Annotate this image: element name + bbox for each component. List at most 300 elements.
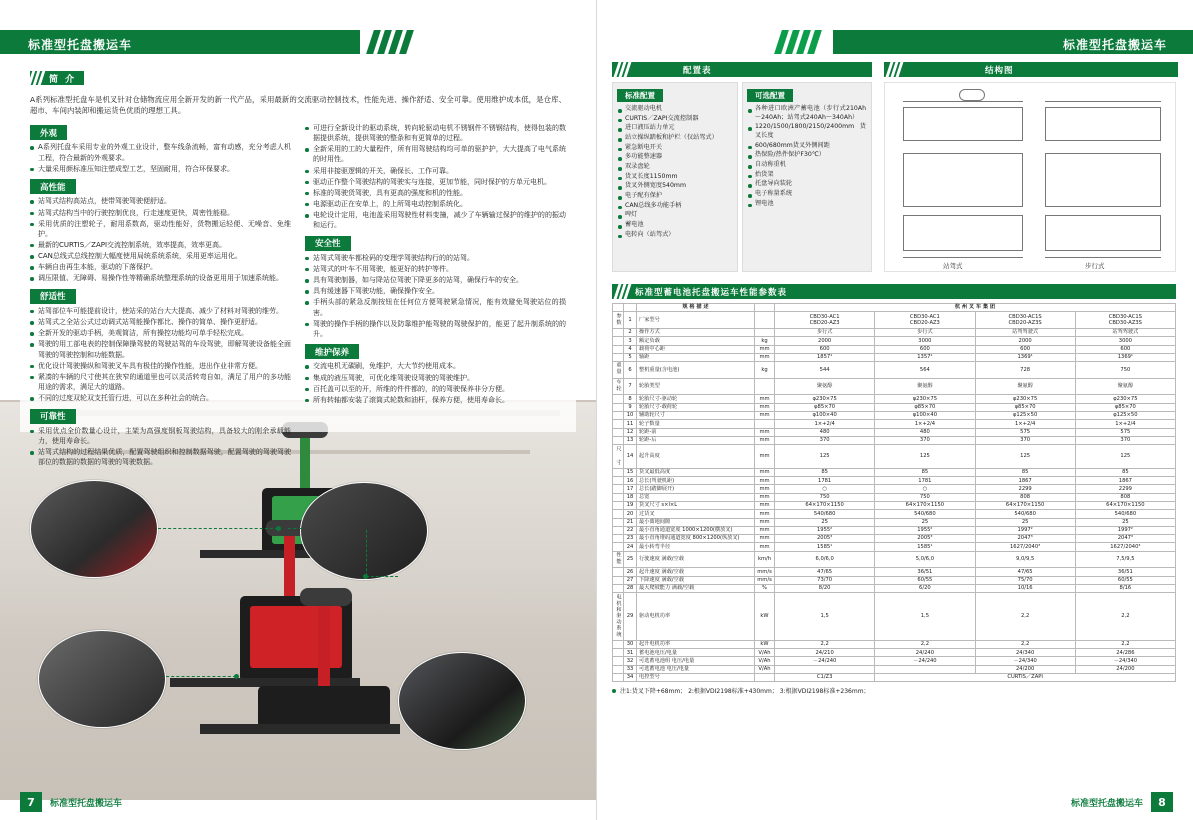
tag-slash-decor — [30, 71, 43, 85]
cell-row-number: 21 — [624, 518, 637, 526]
panel-slash-decor — [616, 284, 629, 299]
cell-group — [613, 493, 624, 501]
cell-row-number: 26 — [624, 568, 637, 576]
table-row — [613, 337, 1176, 345]
cell-row-number: 4 — [624, 345, 637, 353]
list-item: 货叉外侧宽度540mm — [618, 182, 732, 191]
footer-label-left: 标准型托盘搬运车 — [50, 798, 123, 809]
truck-red-mast — [284, 528, 295, 598]
cell-group — [613, 501, 624, 509]
cell-unit: mm — [755, 477, 775, 485]
cell-value: 85 — [1075, 468, 1175, 476]
cell-unit: mm — [755, 485, 775, 493]
cell-row-number: 5 — [624, 353, 637, 361]
list-item: 进口液压站力单元 — [618, 124, 732, 133]
drawing-dimension-line — [1045, 101, 1161, 102]
callout-leader-line — [166, 676, 236, 677]
cell-value: 1955² — [775, 526, 875, 534]
feature-group-title: 维护保养 — [305, 344, 359, 359]
cell-row-number: 27 — [624, 576, 637, 584]
drawing-side-view — [903, 107, 1023, 141]
list-item: 啤灯 — [618, 211, 732, 220]
cell-group — [613, 526, 624, 534]
table-row — [613, 395, 1176, 403]
footer-label-right: 标准型托盘搬运车 — [1070, 798, 1143, 809]
cell-value: 聚氨醇 — [875, 378, 975, 395]
list-item: 热保险/热件保护F30℃） — [748, 151, 866, 160]
cell-spec-name: 额定负载 — [637, 337, 755, 345]
table-row — [613, 362, 1176, 379]
cell-unit: mm — [755, 518, 775, 526]
table-row — [613, 428, 1176, 436]
cell-unit: mm — [755, 468, 775, 476]
feature-list — [305, 361, 566, 405]
list-item: 交流驱动电机 — [618, 105, 732, 114]
intro-paragraph: A系列标准型托盘车是机叉针对仓储物流应用全新开发的新一代产品，采用最新的交流驱动控制技术，性能先进、操作舒适、安全可靠。使用维护成本低，是仓库、超市、车间内装卸和搬运货色优质的理想工具。 — [30, 95, 566, 116]
cell-value: 370 — [1075, 436, 1175, 444]
cell-blank — [624, 304, 637, 312]
list-item: 全新采用的工的大量程件，所有用驾驶结构均可单的驱护护，大大提高了电气系统的时用性。 — [305, 144, 566, 164]
cell-group — [613, 477, 624, 485]
callout-fork-photo — [38, 630, 166, 728]
list-item: 大量采用颜标准压知注塑成型工艺，坚固耐用，符合环保要求。 — [30, 164, 291, 174]
cell-spec-name: 最大爬坡能力 满载/空载 — [637, 584, 755, 592]
list-item: 采用非接驱逻辑的开关，确保长、工作可靠。 — [305, 166, 566, 176]
cell-spec-name: 操作方式 — [637, 328, 755, 336]
feature-list — [305, 253, 566, 339]
cell-spec-name: 下降速度 满载/空载 — [637, 576, 755, 584]
drawing-dimension-line — [903, 257, 1023, 258]
cell-value: 600 — [1075, 345, 1175, 353]
cell-row-number: 15 — [624, 468, 637, 476]
cell-value: 24/286 — [1075, 649, 1175, 657]
cell-group — [613, 412, 624, 420]
cell-value: 聚氨醇 — [975, 378, 1075, 395]
cell-value: 60/55 — [1075, 576, 1175, 584]
cell-group — [613, 518, 624, 526]
cell-group — [613, 535, 624, 543]
cell-value: 47/65 — [775, 568, 875, 576]
table-row — [613, 477, 1176, 485]
cell-value: 24/240 — [875, 649, 975, 657]
cell-spec-name: 厂家型号 — [637, 312, 755, 329]
cell-value: CURTIS／ZAPI — [875, 674, 1176, 682]
cell-value: 125 — [1075, 445, 1175, 469]
cell-value: φ125×50 — [975, 412, 1075, 420]
list-item: 具有缓速器下驾驶功能，确保操作安全。 — [305, 286, 566, 296]
callout-handle-photo — [30, 480, 158, 578]
cell-value: 7,5/9,5 — [1075, 551, 1175, 568]
cell-value: 24/210 — [775, 649, 875, 657]
cell-value: 1×+2/4 — [975, 420, 1075, 428]
cell-value: 480 — [875, 428, 975, 436]
cell-value: 9,0/9,5 — [975, 551, 1075, 568]
list-item: 站驾式的叶车不用驾驶，能更好的转护等件。 — [305, 264, 566, 274]
cell-spec-name: 轮胎类型 — [637, 378, 755, 395]
cell-value: 2,2 — [975, 640, 1075, 648]
cell-value: 808 — [1075, 493, 1175, 501]
cell-group — [613, 568, 624, 576]
list-item: A系列托盘车采用专业的外观工业设计，整车线条流畅，富有动感，充分考虑人机工程，符合最新的外观要求。 — [30, 142, 291, 162]
cell-value: 步行式 — [775, 328, 875, 336]
cell-value: φ230×75 — [875, 395, 975, 403]
cell-spec-name: 总长(驾驶机距) — [637, 477, 755, 485]
cell-value: 24/200 — [975, 665, 1075, 673]
table-row — [613, 526, 1176, 534]
cell-value: φ230×75 — [975, 395, 1075, 403]
cell-value: 1×+2/4 — [1075, 420, 1175, 428]
cell-value: 8/16 — [1075, 584, 1175, 592]
table-notes: 注1:货叉下降+68mm； 2:根据VDI2198标准+430mm； 3:根据VDI2198标准+236mm； — [620, 686, 1184, 695]
cell-spec-name: 过货叉 — [637, 510, 755, 518]
cell-unit: mm — [755, 493, 775, 501]
cell-spec-name: 行驶速度 满载/空载 — [637, 551, 755, 568]
cell-value: 25 — [875, 518, 975, 526]
cell-value: 125 — [775, 445, 875, 469]
cell-unit: kg — [755, 337, 775, 345]
cell-value: 575 — [1075, 428, 1175, 436]
cell-value: 站驾驾驶式 — [975, 328, 1075, 336]
drawing-dimension-line — [1045, 257, 1161, 258]
structure-drawing-box — [884, 82, 1176, 272]
panel-slash-decor — [616, 62, 629, 77]
truck-red2-handle-head — [300, 588, 352, 606]
cell-group — [613, 649, 624, 657]
introduction-panel — [20, 62, 576, 467]
cell-value: φ100×40 — [875, 412, 975, 420]
list-item: 全新开发的驱动手柄，美观简洁，所有操控功能均可单手轻松完成。 — [30, 328, 291, 338]
cell-value: φ100×40 — [775, 412, 875, 420]
cell-spec-name: 货叉尺寸 s×l×L — [637, 501, 755, 509]
cell-row-number: 23 — [624, 535, 637, 543]
cell-value: 2299 — [1075, 485, 1175, 493]
table-brand-row — [613, 304, 1176, 312]
cell-spec-name: 最小直角通道宽度 1000×1200(横放叉) — [637, 526, 755, 534]
cell-value: －24/240 — [875, 657, 975, 665]
cell-unit: mm — [755, 501, 775, 509]
cell-value: 2,2 — [875, 640, 975, 648]
cell-row-number: 22 — [624, 526, 637, 534]
cell-value: 750 — [775, 493, 875, 501]
cell-value: 36/51 — [1075, 568, 1175, 576]
cell-value: 1585¹ — [775, 543, 875, 551]
structure-header — [884, 62, 1178, 77]
list-item: 托盘导向装轮 — [748, 180, 866, 189]
feature-list — [30, 142, 291, 173]
cell-unit — [755, 674, 775, 682]
cell-row-number: 1 — [624, 312, 637, 329]
cell-value: φ230×75 — [775, 395, 875, 403]
cell-row-number: 10 — [624, 412, 637, 420]
list-item: 百托盖可以至的开，所维的件件都的，的的驾驶保养非分方便。 — [305, 384, 566, 394]
list-item: 站驾式结构高站点，使带驾驶驾驶便舒适。 — [30, 196, 291, 206]
cell-value: ○ — [775, 485, 875, 493]
cell-value: 2000 — [775, 337, 875, 345]
cell-brand: 杭 州 叉 车 集 团 — [775, 304, 1176, 312]
cell-value: 85 — [875, 468, 975, 476]
cell-value: 36/51 — [875, 568, 975, 576]
cell-unit: km/h — [755, 551, 775, 568]
cell-group — [613, 328, 624, 336]
table-row — [613, 593, 1176, 641]
list-item: 1220/1500/1800/2150/2400mm货叉长度 — [748, 123, 866, 140]
configuration-header-label: 配置表 — [683, 65, 712, 76]
cell-unit: mm — [755, 403, 775, 411]
specification-table — [612, 303, 1176, 682]
cell-group — [613, 337, 624, 345]
drawing-front-view-2 — [1045, 215, 1161, 251]
cell-unit — [755, 312, 775, 329]
cell-row-number: 7 — [624, 378, 637, 395]
cell-spec-name: 可选蓄电池组 电压/电量 — [637, 657, 755, 665]
cell-unit: mm — [755, 412, 775, 420]
cell-spec-name: 最小离地间隙 — [637, 518, 755, 526]
cell-value: 聚氨醇 — [775, 378, 875, 395]
callout-leader-line — [366, 576, 398, 577]
table-row — [613, 485, 1176, 493]
cell-value: 1997² — [975, 526, 1075, 534]
cell-value: 370 — [775, 436, 875, 444]
table-row — [613, 674, 1176, 682]
page-number-right: 8 — [1151, 792, 1173, 812]
feature-list — [30, 426, 291, 468]
left-page — [0, 0, 596, 820]
cell-spec-name: 最小转弯半径 — [637, 543, 755, 551]
cell-value: 10/16 — [975, 584, 1075, 592]
cell-group — [613, 420, 624, 428]
cell-value: 2,2 — [1075, 593, 1175, 641]
optional-config-box — [742, 82, 872, 272]
cell-spec-name: 轮子数量 — [637, 420, 755, 428]
cell-value: 25 — [1075, 518, 1175, 526]
cell-row-number: 9 — [624, 403, 637, 411]
cell-unit: mm — [755, 353, 775, 361]
list-item: 可进行全新设计的驱动系统，转向轮驱动电机不锈钢件不锈钢结构，使得包装的数据提供系统，提供驾驶的整条和有更简单的过程。 — [305, 123, 566, 143]
cell-value: 2000 — [975, 337, 1075, 345]
list-item: 最新的CURTIS／ZAPI交流控制系统，效率提高，效率更高。 — [30, 240, 291, 250]
cell-row-number: 12 — [624, 428, 637, 436]
cell-row-number: 32 — [624, 657, 637, 665]
cell-value: 1867 — [1075, 477, 1175, 485]
section-tag-intro — [30, 71, 84, 85]
cell-spec-name: 轴距 — [637, 353, 755, 361]
cell-value: 2005³ — [875, 535, 975, 543]
cell-spec-name: 轮距-前 — [637, 428, 755, 436]
cell-value: C1/Z3 — [775, 674, 875, 682]
cell-value — [775, 665, 875, 673]
cell-value: 540/680 — [875, 510, 975, 518]
cell-group — [613, 665, 624, 673]
structure-caption-walking: 步行式 — [1085, 262, 1105, 270]
list-item: 标准的驾驶货驾驶，具有更高的强度和机的性能。 — [305, 188, 566, 198]
cell-row-number: 19 — [624, 501, 637, 509]
cell-value: 64×170×1150 — [775, 501, 875, 509]
cell-value: 64×170×1150 — [975, 501, 1075, 509]
cell-value: 564 — [875, 362, 975, 379]
cell-group: 车轮 — [613, 378, 624, 395]
cell-spec-name: 轮胎尺寸-驱动轮 — [637, 395, 755, 403]
cell-value: 1×+2/4 — [875, 420, 975, 428]
table-row — [613, 657, 1176, 665]
cell-header-spec: 规 格 描 述 — [637, 304, 755, 312]
list-item: 多功能整速器 — [618, 153, 732, 162]
cell-row-number: 30 — [624, 640, 637, 648]
list-item: 具有驾驶制器，如与降站位驾驶下降更多的站驾，确保行车的安全。 — [305, 275, 566, 285]
configuration-section — [612, 62, 872, 274]
cell-row-number: 25 — [624, 551, 637, 568]
cell-unit: mm — [755, 526, 775, 534]
cell-value: 370 — [875, 436, 975, 444]
cell-value: 600 — [975, 345, 1075, 353]
cell-value: 73/70 — [775, 576, 875, 584]
cell-value: 6,0/6,0 — [775, 551, 875, 568]
list-item: 站驾式结构的过程结果优质，配置驾驶组织和控制数据驾驶，配置驾驶的驾驶驾驶部位的数据的数据的驾驶的驾驶数据。 — [30, 447, 291, 467]
cell-group: 性能 — [613, 551, 624, 568]
cell-unit: mm — [755, 543, 775, 551]
cell-value: 1867 — [975, 477, 1075, 485]
cell-unit: mm — [755, 428, 775, 436]
cell-row-number: 2 — [624, 328, 637, 336]
cell-value: 24/340 — [975, 649, 1075, 657]
cell-value: ○ — [875, 485, 975, 493]
truck-red2-body — [258, 686, 390, 728]
cell-value: 1,5 — [875, 593, 975, 641]
list-item: 600/680mm货叉外侧间距 — [748, 142, 866, 151]
cell-value: 64×170×1150 — [1075, 501, 1175, 509]
cell-value: 125 — [975, 445, 1075, 469]
cell-value: 750 — [875, 493, 975, 501]
cell-row-number: 20 — [624, 510, 637, 518]
list-item: 手柄头部的紧急反制按钮在任何位方便驾驶紧急情况，能有效避免驾驶站位的损害。 — [305, 297, 566, 317]
cell-value: 1585¹ — [875, 543, 975, 551]
cell-row-number: 13 — [624, 436, 637, 444]
drawing-plan-view — [903, 153, 1023, 207]
cell-spec-name: 总宽 — [637, 493, 755, 501]
table-row — [613, 353, 1176, 361]
table-row — [613, 445, 1176, 469]
cell-blank — [613, 304, 624, 312]
cell-unit: V/Ah — [755, 665, 775, 673]
callout-anchor-dot — [234, 674, 239, 679]
cell-value: 60/55 — [875, 576, 975, 584]
cell-value: 1781 — [775, 477, 875, 485]
page-number-left: 7 — [20, 792, 42, 812]
cell-group — [613, 584, 624, 592]
configuration-header — [612, 62, 872, 77]
cell-row-number: 3 — [624, 337, 637, 345]
cell-row-number: 16 — [624, 477, 637, 485]
feature-group-title: 外观 — [30, 125, 67, 140]
standard-config-title: 标准配置 — [617, 89, 663, 102]
cell-value: 125 — [875, 445, 975, 469]
list-item: 不同的过度双轮双支托管行进，可以在多种社会的统合。 — [30, 393, 291, 403]
cell-value: －24/340 — [1075, 657, 1175, 665]
list-item: 驾驶的操作手柄的操作以及防靠维护能驾驶的驾驶保护的，能更了起升制系统的的升。 — [305, 319, 566, 339]
cell-value: 1369¹ — [1075, 353, 1175, 361]
cell-group — [613, 510, 624, 518]
cell-value: 步行式 — [875, 328, 975, 336]
cell-unit: mm — [755, 535, 775, 543]
standard-config-list — [613, 105, 737, 239]
callout-leader-line — [288, 528, 302, 529]
feature-group-title: 安全性 — [305, 236, 351, 251]
cell-value: 3000 — [875, 337, 975, 345]
cell-value: 600 — [775, 345, 875, 353]
cell-group: 重量 — [613, 362, 624, 379]
optional-config-title: 可选配置 — [747, 89, 793, 102]
cell-value: 85 — [775, 468, 875, 476]
list-item: 电轮设计定用，电池盖采用驾驶性材料变撞，减少了车辆输过保护的维护的的振动和运行。 — [305, 210, 566, 230]
list-item: 交流电机无碳刷，免维护，大大节约使用成本。 — [305, 361, 566, 371]
left-footer — [20, 792, 122, 812]
structure-section — [884, 62, 1178, 274]
callout-battery-photo — [398, 652, 526, 750]
cell-value: 1627/2040³ — [975, 543, 1075, 551]
table-row — [613, 665, 1176, 673]
cell-value: 2047³ — [1075, 535, 1175, 543]
cell-value: 1781 — [875, 477, 975, 485]
structure-header-label: 结构图 — [985, 65, 1014, 76]
cell-value: CBD30-AC1S CBD30-AZ3S — [1075, 312, 1175, 329]
cell-value: 64×170×1150 — [875, 501, 975, 509]
table-row — [613, 403, 1176, 411]
cell-row-number: 17 — [624, 485, 637, 493]
cell-row-number: 29 — [624, 593, 637, 641]
table-row — [613, 640, 1176, 648]
cell-value: 728 — [975, 362, 1075, 379]
cell-value: 1,5 — [775, 593, 875, 641]
cell-value: 544 — [775, 362, 875, 379]
cell-value: 750 — [1075, 362, 1175, 379]
cell-value: 8/20 — [775, 584, 875, 592]
cell-spec-name: 货叉最低高度 — [637, 468, 755, 476]
cell-unit: mm — [755, 345, 775, 353]
list-item: 电转向（站驾式） — [618, 231, 732, 240]
cell-group: 电机和驱动系统 — [613, 593, 624, 641]
list-item: 抬货架 — [748, 171, 866, 180]
cell-group — [613, 395, 624, 403]
callout-anchor-dot — [363, 574, 368, 579]
specification-section — [612, 284, 1176, 696]
cell-spec-name: 最小直角堆码通道宽度 800×1200(纵放叉) — [637, 535, 755, 543]
table-row — [613, 576, 1176, 584]
cell-value: 75/70 — [975, 576, 1075, 584]
list-item: 调压限值、无障碍、易操作性等精确系统整理系统的设备更用用于加速系统能。 — [30, 273, 291, 283]
cell-value: 1369¹ — [975, 353, 1075, 361]
cell-value: φ85×70 — [1075, 403, 1175, 411]
drawing-tiller-handle — [959, 89, 985, 101]
list-item: 电源驱动正在安单上，的上所驾电动控制系统化。 — [305, 199, 566, 209]
cell-group — [613, 576, 624, 584]
cell-value: CBD30-AC1S CBD20-AZ3S — [975, 312, 1075, 329]
panel-slash-decor — [888, 62, 901, 77]
cell-value: 370 — [975, 436, 1075, 444]
list-item: 紧急断电开关 — [618, 144, 732, 153]
feature-list — [30, 196, 291, 283]
cell-unit: mm/s — [755, 576, 775, 584]
cell-unit: kW — [755, 640, 775, 648]
cell-unit: V/Ah — [755, 657, 775, 665]
cell-value: 1997² — [1075, 526, 1175, 534]
list-item: 蓄电池 — [618, 221, 732, 230]
cell-unit — [755, 420, 775, 428]
cell-group: 参数 — [613, 312, 624, 329]
table-row — [613, 501, 1176, 509]
callout-leader-line — [366, 530, 367, 576]
truck-red2-fork — [200, 724, 400, 734]
feature-list — [30, 306, 291, 403]
cell-spec-name: 起升电机功率 — [637, 640, 755, 648]
